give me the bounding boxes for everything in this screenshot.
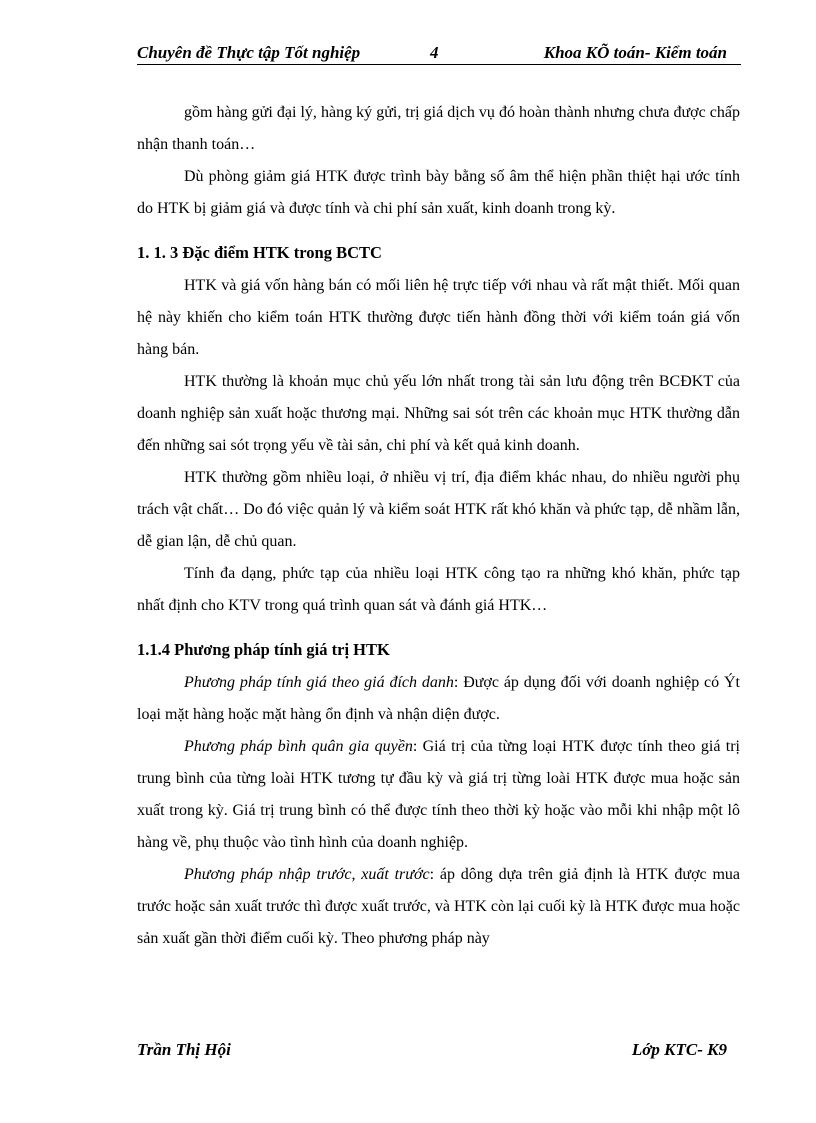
paragraph-6: Tính đa dạng, phức tạp của nhiều loại HTK công tạo ra những khó khăn, phức tạp nhất định cho KTV trong quá trình quan sát và đánh giá HTK… (137, 565, 740, 614)
method-name-specific: Phương pháp tính giá theo giá đích danh (184, 674, 454, 691)
paragraph-4: HTK thường là khoản mục chủ yếu lớn nhất trong tài sản lưu động trên BCĐKT của doanh nghiệp sản xuất hoặc thương mại. Những sai sót trên các khoản mục HTK thường dẫn đến những sai sót trọng yếu về tài sản, chi phí và kết quả kinh doanh. (137, 373, 740, 454)
method-name-fifo: Phương pháp nhập trước, xuất trước (184, 866, 430, 883)
paragraph-2: Dù phòng giảm giá HTK được trình bày bằng số âm thể hiện phần thiệt hại ước tính do HTK bị giảm giá và được tính và chi phí sản xuất, kinh doanh trong kỳ. (137, 168, 740, 217)
header-department: Khoa KÕ toán- Kiểm toán (543, 43, 727, 62)
section-heading-113: 1. 1. 3 Đặc điểm HTK trong BCTC (137, 243, 382, 262)
footer-author: Trần Thị Hội (137, 1040, 231, 1059)
section-heading-114: 1.1.4 Phương pháp tính giá trị HTK (137, 640, 390, 659)
paragraph-8 (137, 731, 740, 859)
header-title: Chuyên đề Thực tập Tốt nghiệp (137, 43, 361, 62)
page-number: 4 (430, 43, 439, 62)
document-body (137, 97, 740, 955)
method-desc-weighted-average: : Giá trị của từng loại HTK được tính theo giá trị trung bình của từng loài HTK tương tự đầu kỳ và giá trị từng loài HTK được mua hoặc sản xuất trong kỳ. Giá trị trung bình có thể được tính theo thời kỳ hoặc vào mỗi khi nhập một lô hàng về, phụ thuộc vào tình hình của doanh nghiệp. (137, 738, 740, 851)
page-header (137, 40, 741, 65)
paragraph-9 (137, 859, 740, 955)
paragraph-5: HTK thường gồm nhiều loại, ở nhiều vị trí, địa điểm khác nhau, do nhiều người phụ trách vật chất… Do đó việc quản lý và kiểm soát HTK rất khó khăn và phức tạp, dễ nhầm lẫn, dễ gian lận, dễ chủ quan. (137, 469, 740, 550)
page-footer (137, 1040, 741, 1064)
method-desc-specific: : Được áp dụng đối với doanh nghiệp có Ýt loại mặt hàng hoặc mặt hàng ổn định và nhận diện được. (137, 674, 741, 723)
paragraph-7 (137, 667, 740, 731)
method-name-weighted-average: Phương pháp bình quân gia quyền (184, 738, 413, 755)
method-desc-fifo: : áp dông dựa trên giả định là HTK được mua trước hoặc sản xuất trước thì được xuất trước, và HTK còn lại cuối kỳ là HTK được mua hoặc sản xuất gần thời điểm cuối kỳ. Theo phương pháp này (137, 866, 740, 947)
paragraph-3: HTK và giá vốn hàng bán có mối liên hệ trực tiếp với nhau và rất mật thiết. Mối quan hệ này khiến cho kiểm toán HTK thường được tiến hành đồng thời với kiểm toán giá vốn hàng bán. (137, 277, 740, 358)
footer-class: Lớp KTC- K9 (631, 1040, 727, 1059)
paragraph-1: gồm hàng gửi đại lý, hàng ký gửi, trị giá dịch vụ đó hoàn thành nhưng chưa được chấp nhận thanh toán… (137, 104, 740, 153)
